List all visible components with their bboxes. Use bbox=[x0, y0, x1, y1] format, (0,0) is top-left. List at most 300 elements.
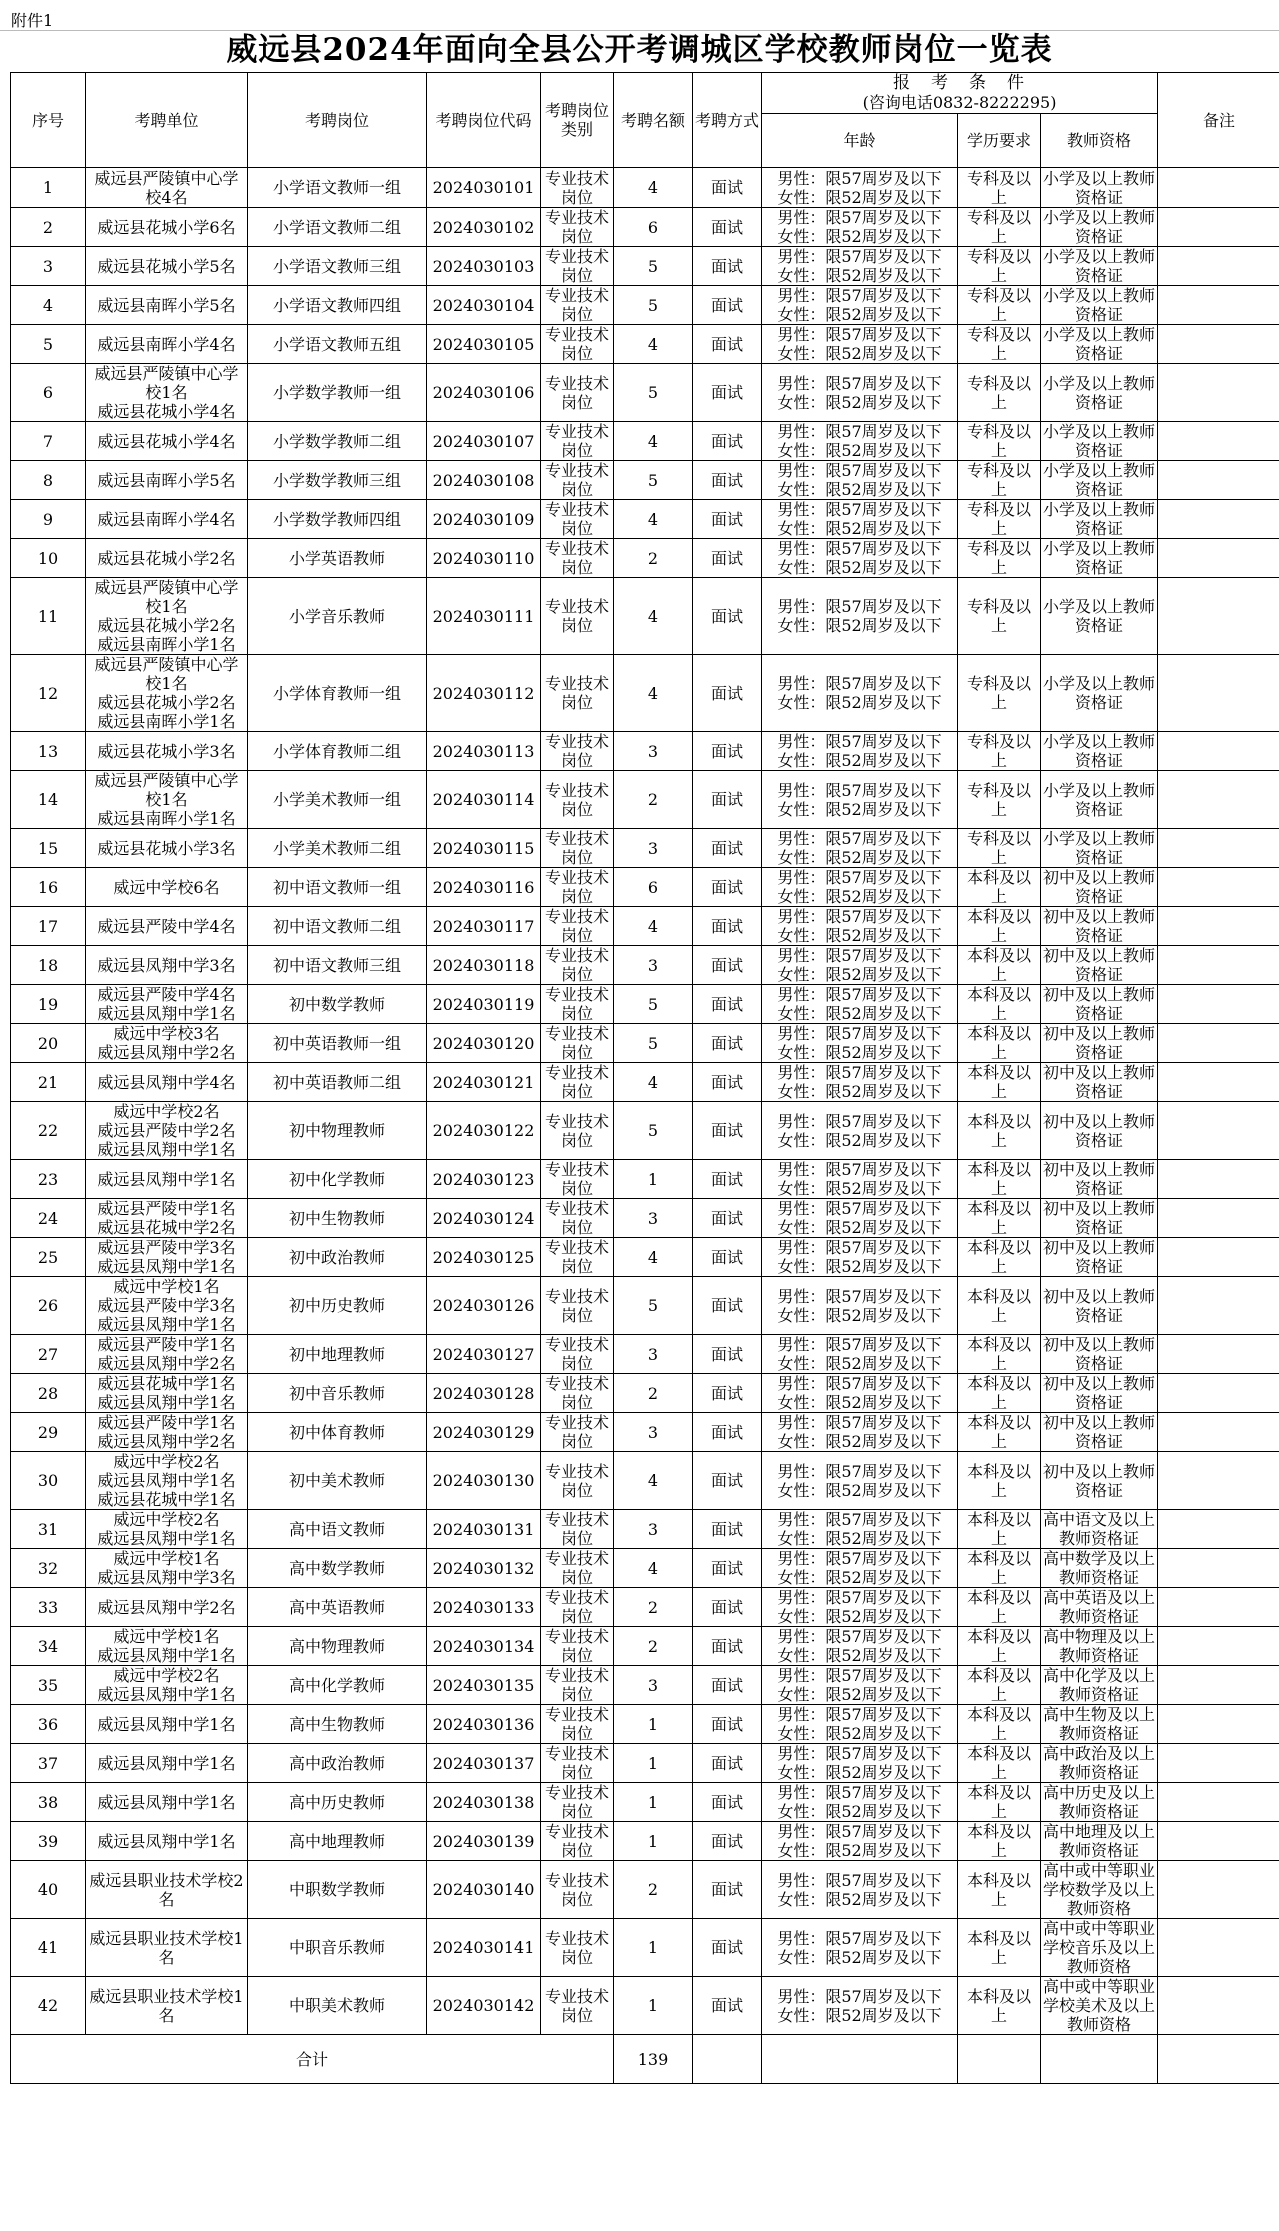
cell-seq: 20 bbox=[11, 1024, 86, 1063]
age-male: 男性：限57周岁及以下 bbox=[777, 1063, 942, 1082]
table-row bbox=[11, 1374, 1279, 1413]
cell-quota: 2 bbox=[614, 1627, 693, 1666]
cell-seq: 41 bbox=[11, 1919, 86, 1977]
cell-age bbox=[762, 907, 958, 946]
table-row bbox=[11, 247, 1279, 286]
cell-education: 本科及以上 bbox=[958, 1452, 1041, 1510]
cell-method: 面试 bbox=[693, 1277, 762, 1335]
table-row bbox=[11, 1549, 1279, 1588]
cell-category: 专业技术岗位 bbox=[541, 1160, 614, 1199]
cell-post: 初中语文教师三组 bbox=[248, 946, 427, 985]
cell-remarks bbox=[1158, 1374, 1279, 1413]
cell-age bbox=[762, 1744, 958, 1783]
age-male: 男性：限57周岁及以下 bbox=[777, 247, 942, 266]
total-row bbox=[11, 2035, 1279, 2084]
cell-seq: 37 bbox=[11, 1744, 86, 1783]
cell-method: 面试 bbox=[693, 422, 762, 461]
cell-remarks bbox=[1158, 500, 1279, 539]
cell-category: 专业技术岗位 bbox=[541, 829, 614, 868]
cell-age bbox=[762, 1199, 958, 1238]
cell-code: 2024030111 bbox=[427, 578, 541, 655]
cell-quota: 5 bbox=[614, 1277, 693, 1335]
cell-age bbox=[762, 1238, 958, 1277]
cell-code: 2024030102 bbox=[427, 208, 541, 247]
cell-post: 小学数学教师一组 bbox=[248, 364, 427, 422]
age-female: 女性：限52周岁及以下 bbox=[777, 392, 942, 412]
cell-post: 初中美术教师 bbox=[248, 1452, 427, 1510]
cell-unit: 威远县严陵中学1名 威远县花城中学2名 bbox=[86, 1199, 248, 1238]
cell-category: 专业技术岗位 bbox=[541, 1549, 614, 1588]
cell-method: 面试 bbox=[693, 1199, 762, 1238]
table-row bbox=[11, 1744, 1279, 1783]
age-male: 男性：限57周岁及以下 bbox=[777, 373, 942, 393]
cell-seq: 13 bbox=[11, 732, 86, 771]
cell-post: 高中化学教师 bbox=[248, 1666, 427, 1705]
cell-qualification: 小学及以上教师资格证 bbox=[1041, 461, 1158, 500]
cell-unit: 威远县南晖小学5名 bbox=[86, 461, 248, 500]
cell-method: 面试 bbox=[693, 539, 762, 578]
cell-category: 专业技术岗位 bbox=[541, 985, 614, 1024]
cell-seq: 16 bbox=[11, 868, 86, 907]
cell-post: 初中政治教师 bbox=[248, 1238, 427, 1277]
cell-qualification: 小学及以上教师资格证 bbox=[1041, 578, 1158, 655]
age-male: 男性：限57周岁及以下 bbox=[777, 1238, 942, 1257]
cell-method: 面试 bbox=[693, 1666, 762, 1705]
cell-qualification: 初中及以上教师资格证 bbox=[1041, 946, 1158, 985]
cell-age bbox=[762, 1063, 958, 1102]
cell-code: 2024030130 bbox=[427, 1452, 541, 1510]
cell-education: 本科及以上 bbox=[958, 1024, 1041, 1063]
cell-unit: 威远中学校2名 威远县严陵中学2名 威远县凤翔中学1名 bbox=[86, 1102, 248, 1160]
cell-quota: 4 bbox=[614, 578, 693, 655]
cell-quota: 3 bbox=[614, 1666, 693, 1705]
age-female: 女性：限52周岁及以下 bbox=[777, 616, 942, 635]
total-empty-method bbox=[693, 2035, 762, 2084]
cell-age bbox=[762, 1549, 958, 1588]
age-male: 男性：限57周岁及以下 bbox=[777, 1588, 942, 1607]
age-female: 女性：限52周岁及以下 bbox=[777, 1480, 942, 1500]
age-female: 女性：限52周岁及以下 bbox=[777, 266, 942, 285]
cell-post: 中职音乐教师 bbox=[248, 1919, 427, 1977]
cell-category: 专业技术岗位 bbox=[541, 208, 614, 247]
cell-quota: 2 bbox=[614, 1588, 693, 1627]
cell-method: 面试 bbox=[693, 655, 762, 732]
cell-age bbox=[762, 1705, 958, 1744]
cell-qualification: 高中物理及以上教师资格证 bbox=[1041, 1627, 1158, 1666]
cell-quota: 5 bbox=[614, 286, 693, 325]
cell-education: 本科及以上 bbox=[958, 1977, 1041, 2035]
header-qualification: 教师资格 bbox=[1041, 114, 1158, 168]
age-male: 男性：限57周岁及以下 bbox=[777, 1413, 942, 1432]
cell-unit: 威远中学校3名 威远县凤翔中学2名 bbox=[86, 1024, 248, 1063]
cell-category: 专业技术岗位 bbox=[541, 771, 614, 829]
cell-method: 面试 bbox=[693, 771, 762, 829]
age-female: 女性：限52周岁及以下 bbox=[777, 2005, 942, 2025]
age-male: 男性：限57周岁及以下 bbox=[777, 1870, 942, 1890]
age-male: 男性：限57周岁及以下 bbox=[777, 732, 942, 751]
cell-education: 专科及以上 bbox=[958, 771, 1041, 829]
cell-qualification: 初中及以上教师资格证 bbox=[1041, 1238, 1158, 1277]
cell-quota: 4 bbox=[614, 655, 693, 732]
cell-quota: 2 bbox=[614, 539, 693, 578]
age-male: 男性：限57周岁及以下 bbox=[777, 1928, 942, 1948]
cell-seq: 5 bbox=[11, 325, 86, 364]
cell-education: 专科及以上 bbox=[958, 325, 1041, 364]
cell-education: 本科及以上 bbox=[958, 1588, 1041, 1627]
cell-post: 中职美术教师 bbox=[248, 1977, 427, 2035]
cell-code: 2024030106 bbox=[427, 364, 541, 422]
cell-qualification: 小学及以上教师资格证 bbox=[1041, 208, 1158, 247]
table-row bbox=[11, 907, 1279, 946]
table-row bbox=[11, 1588, 1279, 1627]
cell-unit: 威远县严陵镇中心学校1名 威远县花城小学2名 威远县南晖小学1名 bbox=[86, 655, 248, 732]
cell-quota: 1 bbox=[614, 1705, 693, 1744]
cell-code: 2024030112 bbox=[427, 655, 541, 732]
cell-quota: 4 bbox=[614, 1063, 693, 1102]
cell-method: 面试 bbox=[693, 1627, 762, 1666]
cell-category: 专业技术岗位 bbox=[541, 1199, 614, 1238]
cell-method: 面试 bbox=[693, 946, 762, 985]
cell-education: 本科及以上 bbox=[958, 1238, 1041, 1277]
cell-qualification: 小学及以上教师资格证 bbox=[1041, 364, 1158, 422]
cell-unit: 威远中学校2名 威远县凤翔中学1名 bbox=[86, 1510, 248, 1549]
cell-category: 专业技术岗位 bbox=[541, 247, 614, 286]
cell-age bbox=[762, 1452, 958, 1510]
cell-remarks bbox=[1158, 1627, 1279, 1666]
cell-qualification: 初中及以上教师资格证 bbox=[1041, 1335, 1158, 1374]
cell-seq: 30 bbox=[11, 1452, 86, 1510]
cell-remarks bbox=[1158, 1063, 1279, 1102]
age-female: 女性：限52周岁及以下 bbox=[777, 1393, 942, 1412]
cell-method: 面试 bbox=[693, 1861, 762, 1919]
table-row bbox=[11, 1160, 1279, 1199]
cell-method: 面试 bbox=[693, 985, 762, 1024]
cell-age bbox=[762, 325, 958, 364]
cell-seq: 10 bbox=[11, 539, 86, 578]
cell-education: 专科及以上 bbox=[958, 461, 1041, 500]
cell-remarks bbox=[1158, 578, 1279, 655]
cell-education: 专科及以上 bbox=[958, 578, 1041, 655]
table-row bbox=[11, 461, 1279, 500]
cell-seq: 11 bbox=[11, 578, 86, 655]
cell-method: 面试 bbox=[693, 247, 762, 286]
cell-age bbox=[762, 1335, 958, 1374]
header-seq: 序号 bbox=[11, 73, 86, 168]
cell-qualification: 小学及以上教师资格证 bbox=[1041, 500, 1158, 539]
table-row bbox=[11, 1705, 1279, 1744]
cell-category: 专业技术岗位 bbox=[541, 1374, 614, 1413]
age-female: 女性：限52周岁及以下 bbox=[777, 1082, 942, 1101]
age-female: 女性：限52周岁及以下 bbox=[777, 1802, 942, 1821]
header-age: 年龄 bbox=[762, 114, 958, 168]
cell-remarks bbox=[1158, 1024, 1279, 1063]
cell-category: 专业技术岗位 bbox=[541, 1588, 614, 1627]
cell-qualification: 初中及以上教师资格证 bbox=[1041, 1102, 1158, 1160]
cell-qualification: 高中数学及以上教师资格证 bbox=[1041, 1549, 1158, 1588]
table-row bbox=[11, 1783, 1279, 1822]
cell-seq: 15 bbox=[11, 829, 86, 868]
cell-age bbox=[762, 1510, 958, 1549]
age-female: 女性：限52周岁及以下 bbox=[777, 1004, 942, 1023]
cell-post: 小学体育教师二组 bbox=[248, 732, 427, 771]
cell-seq: 17 bbox=[11, 907, 86, 946]
cell-qualification: 初中及以上教师资格证 bbox=[1041, 1024, 1158, 1063]
cell-method: 面试 bbox=[693, 1374, 762, 1413]
cell-post: 初中英语教师一组 bbox=[248, 1024, 427, 1063]
cell-qualification: 初中及以上教师资格证 bbox=[1041, 985, 1158, 1024]
cell-category: 专业技术岗位 bbox=[541, 1977, 614, 2035]
cell-qualification: 高中或中等职业学校数学及以上教师资格 bbox=[1041, 1861, 1158, 1919]
cell-unit: 威远县凤翔中学2名 bbox=[86, 1588, 248, 1627]
cell-method: 面试 bbox=[693, 1549, 762, 1588]
cell-quota: 4 bbox=[614, 168, 693, 208]
header-education: 学历要求 bbox=[958, 114, 1041, 168]
table-row bbox=[11, 1822, 1279, 1861]
age-female: 女性：限52周岁及以下 bbox=[777, 1889, 942, 1909]
cell-unit: 威远中学校6名 bbox=[86, 868, 248, 907]
cell-code: 2024030118 bbox=[427, 946, 541, 985]
cell-post: 初中体育教师 bbox=[248, 1413, 427, 1452]
cell-code: 2024030127 bbox=[427, 1335, 541, 1374]
cell-education: 本科及以上 bbox=[958, 1374, 1041, 1413]
cell-unit: 威远县凤翔中学1名 bbox=[86, 1783, 248, 1822]
cell-remarks bbox=[1158, 1861, 1279, 1919]
cell-unit: 威远县凤翔中学4名 bbox=[86, 1063, 248, 1102]
cell-remarks bbox=[1158, 1510, 1279, 1549]
age-male: 男性：限57周岁及以下 bbox=[777, 208, 942, 227]
age-male: 男性：限57周岁及以下 bbox=[777, 461, 942, 480]
cell-seq: 21 bbox=[11, 1063, 86, 1102]
cell-remarks bbox=[1158, 168, 1279, 208]
cell-seq: 7 bbox=[11, 422, 86, 461]
age-male: 男性：限57周岁及以下 bbox=[777, 1510, 942, 1529]
age-male: 男性：限57周岁及以下 bbox=[777, 422, 942, 441]
age-female: 女性：限52周岁及以下 bbox=[777, 1130, 942, 1150]
cell-age bbox=[762, 1588, 958, 1627]
age-male: 男性：限57周岁及以下 bbox=[777, 1744, 942, 1763]
cell-category: 专业技术岗位 bbox=[541, 325, 614, 364]
cell-code: 2024030126 bbox=[427, 1277, 541, 1335]
cell-remarks bbox=[1158, 1199, 1279, 1238]
cell-post: 高中生物教师 bbox=[248, 1705, 427, 1744]
cell-code: 2024030109 bbox=[427, 500, 541, 539]
cell-remarks bbox=[1158, 946, 1279, 985]
cell-remarks bbox=[1158, 771, 1279, 829]
cell-category: 专业技术岗位 bbox=[541, 1744, 614, 1783]
cell-code: 2024030105 bbox=[427, 325, 541, 364]
cell-unit: 威远中学校1名 威远县凤翔中学1名 bbox=[86, 1627, 248, 1666]
cell-age bbox=[762, 1413, 958, 1452]
age-female: 女性：限52周岁及以下 bbox=[777, 227, 942, 246]
cell-remarks bbox=[1158, 539, 1279, 578]
cell-unit: 威远县花城小学6名 bbox=[86, 208, 248, 247]
cell-method: 面试 bbox=[693, 1744, 762, 1783]
cell-code: 2024030123 bbox=[427, 1160, 541, 1199]
cell-category: 专业技术岗位 bbox=[541, 1238, 614, 1277]
cell-age bbox=[762, 539, 958, 578]
age-female: 女性：限52周岁及以下 bbox=[777, 848, 942, 867]
cell-remarks bbox=[1158, 1744, 1279, 1783]
cell-post: 小学数学教师二组 bbox=[248, 422, 427, 461]
cell-code: 2024030137 bbox=[427, 1744, 541, 1783]
cell-post: 初中数学教师 bbox=[248, 985, 427, 1024]
cell-seq: 18 bbox=[11, 946, 86, 985]
table-row bbox=[11, 1024, 1279, 1063]
cell-age bbox=[762, 655, 958, 732]
cell-remarks bbox=[1158, 829, 1279, 868]
cell-education: 专科及以上 bbox=[958, 168, 1041, 208]
cell-post: 小学语文教师一组 bbox=[248, 168, 427, 208]
cell-post: 小学英语教师 bbox=[248, 539, 427, 578]
cell-code: 2024030141 bbox=[427, 1919, 541, 1977]
age-female: 女性：限52周岁及以下 bbox=[777, 441, 942, 460]
cell-education: 本科及以上 bbox=[958, 868, 1041, 907]
cell-age bbox=[762, 208, 958, 247]
cell-code: 2024030129 bbox=[427, 1413, 541, 1452]
cell-post: 高中政治教师 bbox=[248, 1744, 427, 1783]
age-male: 男性：限57周岁及以下 bbox=[777, 1024, 942, 1043]
cell-category: 专业技术岗位 bbox=[541, 1063, 614, 1102]
cell-method: 面试 bbox=[693, 364, 762, 422]
cell-seq: 32 bbox=[11, 1549, 86, 1588]
cell-quota: 1 bbox=[614, 1783, 693, 1822]
cell-quota: 2 bbox=[614, 1374, 693, 1413]
cell-education: 专科及以上 bbox=[958, 208, 1041, 247]
cell-quota: 3 bbox=[614, 946, 693, 985]
cell-qualification: 初中及以上教师资格证 bbox=[1041, 1452, 1158, 1510]
age-female: 女性：限52周岁及以下 bbox=[777, 1305, 942, 1325]
cell-seq: 23 bbox=[11, 1160, 86, 1199]
cell-category: 专业技术岗位 bbox=[541, 500, 614, 539]
cell-post: 初中英语教师二组 bbox=[248, 1063, 427, 1102]
cell-education: 专科及以上 bbox=[958, 539, 1041, 578]
cell-education: 本科及以上 bbox=[958, 1335, 1041, 1374]
cell-unit: 威远中学校1名 威远县严陵中学3名 威远县凤翔中学1名 bbox=[86, 1277, 248, 1335]
cell-qualification: 小学及以上教师资格证 bbox=[1041, 325, 1158, 364]
age-male: 男性：限57周岁及以下 bbox=[777, 1783, 942, 1802]
cell-remarks bbox=[1158, 208, 1279, 247]
cell-unit: 威远县严陵中学4名 bbox=[86, 907, 248, 946]
cell-category: 专业技术岗位 bbox=[541, 1335, 614, 1374]
age-male: 男性：限57周岁及以下 bbox=[777, 829, 942, 848]
cell-method: 面试 bbox=[693, 1413, 762, 1452]
cell-post: 初中语文教师一组 bbox=[248, 868, 427, 907]
cell-category: 专业技术岗位 bbox=[541, 1627, 614, 1666]
cell-method: 面试 bbox=[693, 286, 762, 325]
age-female: 女性：限52周岁及以下 bbox=[777, 926, 942, 945]
cell-post: 小学语文教师二组 bbox=[248, 208, 427, 247]
cell-unit: 威远县花城小学3名 bbox=[86, 829, 248, 868]
table-row bbox=[11, 1861, 1279, 1919]
table-row bbox=[11, 732, 1279, 771]
cell-education: 本科及以上 bbox=[958, 946, 1041, 985]
age-female: 女性：限52周岁及以下 bbox=[777, 305, 942, 324]
cell-category: 专业技术岗位 bbox=[541, 868, 614, 907]
header-method: 考聘方式 bbox=[693, 73, 762, 168]
cell-category: 专业技术岗位 bbox=[541, 168, 614, 208]
cell-education: 专科及以上 bbox=[958, 829, 1041, 868]
cell-method: 面试 bbox=[693, 461, 762, 500]
cell-seq: 19 bbox=[11, 985, 86, 1024]
table-body bbox=[11, 168, 1279, 2035]
table-row bbox=[11, 168, 1279, 208]
table-row bbox=[11, 1238, 1279, 1277]
cell-category: 专业技术岗位 bbox=[541, 1102, 614, 1160]
table-row bbox=[11, 1919, 1279, 1977]
cell-age bbox=[762, 946, 958, 985]
cell-post: 小学音乐教师 bbox=[248, 578, 427, 655]
header-conditions-label: 报 考 条 件 bbox=[893, 73, 1027, 93]
cell-seq: 36 bbox=[11, 1705, 86, 1744]
cell-qualification: 小学及以上教师资格证 bbox=[1041, 539, 1158, 578]
cell-seq: 4 bbox=[11, 286, 86, 325]
age-male: 男性：限57周岁及以下 bbox=[777, 1111, 942, 1131]
cell-remarks bbox=[1158, 1666, 1279, 1705]
total-empty-age bbox=[762, 2035, 958, 2084]
cell-unit: 威远县凤翔中学1名 bbox=[86, 1744, 248, 1783]
cell-category: 专业技术岗位 bbox=[541, 539, 614, 578]
cell-post: 初中音乐教师 bbox=[248, 1374, 427, 1413]
cell-category: 专业技术岗位 bbox=[541, 1510, 614, 1549]
cell-unit: 威远县南晖小学4名 bbox=[86, 325, 248, 364]
cell-code: 2024030142 bbox=[427, 1977, 541, 2035]
cell-post: 初中地理教师 bbox=[248, 1335, 427, 1374]
age-male: 男性：限57周岁及以下 bbox=[777, 1549, 942, 1568]
cell-method: 面试 bbox=[693, 578, 762, 655]
age-male: 男性：限57周岁及以下 bbox=[777, 597, 942, 616]
cell-quota: 1 bbox=[614, 1744, 693, 1783]
table-row bbox=[11, 1063, 1279, 1102]
cell-unit: 威远县凤翔中学3名 bbox=[86, 946, 248, 985]
cell-remarks bbox=[1158, 422, 1279, 461]
cell-education: 本科及以上 bbox=[958, 1510, 1041, 1549]
cell-unit: 威远县凤翔中学1名 bbox=[86, 1160, 248, 1199]
cell-post: 高中语文教师 bbox=[248, 1510, 427, 1549]
cell-category: 专业技术岗位 bbox=[541, 732, 614, 771]
table-row bbox=[11, 946, 1279, 985]
cell-code: 2024030119 bbox=[427, 985, 541, 1024]
age-female: 女性：限52周岁及以下 bbox=[777, 751, 942, 770]
cell-post: 小学数学教师三组 bbox=[248, 461, 427, 500]
cell-seq: 9 bbox=[11, 500, 86, 539]
cell-post: 初中物理教师 bbox=[248, 1102, 427, 1160]
cell-seq: 34 bbox=[11, 1627, 86, 1666]
age-female: 女性：限52周岁及以下 bbox=[777, 1646, 942, 1665]
cell-unit: 威远县花城小学3名 bbox=[86, 732, 248, 771]
cell-post: 高中英语教师 bbox=[248, 1588, 427, 1627]
cell-method: 面试 bbox=[693, 208, 762, 247]
cell-education: 专科及以上 bbox=[958, 364, 1041, 422]
age-female: 女性：限52周岁及以下 bbox=[777, 1529, 942, 1548]
age-male: 男性：限57周岁及以下 bbox=[777, 325, 942, 344]
cell-unit: 威远县严陵镇中心学校4名 bbox=[86, 168, 248, 208]
cell-seq: 22 bbox=[11, 1102, 86, 1160]
age-female: 女性：限52周岁及以下 bbox=[777, 1841, 942, 1860]
cell-unit: 威远县凤翔中学1名 bbox=[86, 1705, 248, 1744]
cell-qualification: 小学及以上教师资格证 bbox=[1041, 247, 1158, 286]
age-male: 男性：限57周岁及以下 bbox=[777, 1461, 942, 1481]
cell-age bbox=[762, 1783, 958, 1822]
cell-age bbox=[762, 1160, 958, 1199]
cell-qualification: 初中及以上教师资格证 bbox=[1041, 1277, 1158, 1335]
cell-remarks bbox=[1158, 1413, 1279, 1452]
table-row bbox=[11, 208, 1279, 247]
table-row bbox=[11, 1977, 1279, 2035]
cell-category: 专业技术岗位 bbox=[541, 461, 614, 500]
total-quota: 139 bbox=[614, 2035, 693, 2084]
cell-education: 本科及以上 bbox=[958, 1705, 1041, 1744]
cell-post: 初中历史教师 bbox=[248, 1277, 427, 1335]
